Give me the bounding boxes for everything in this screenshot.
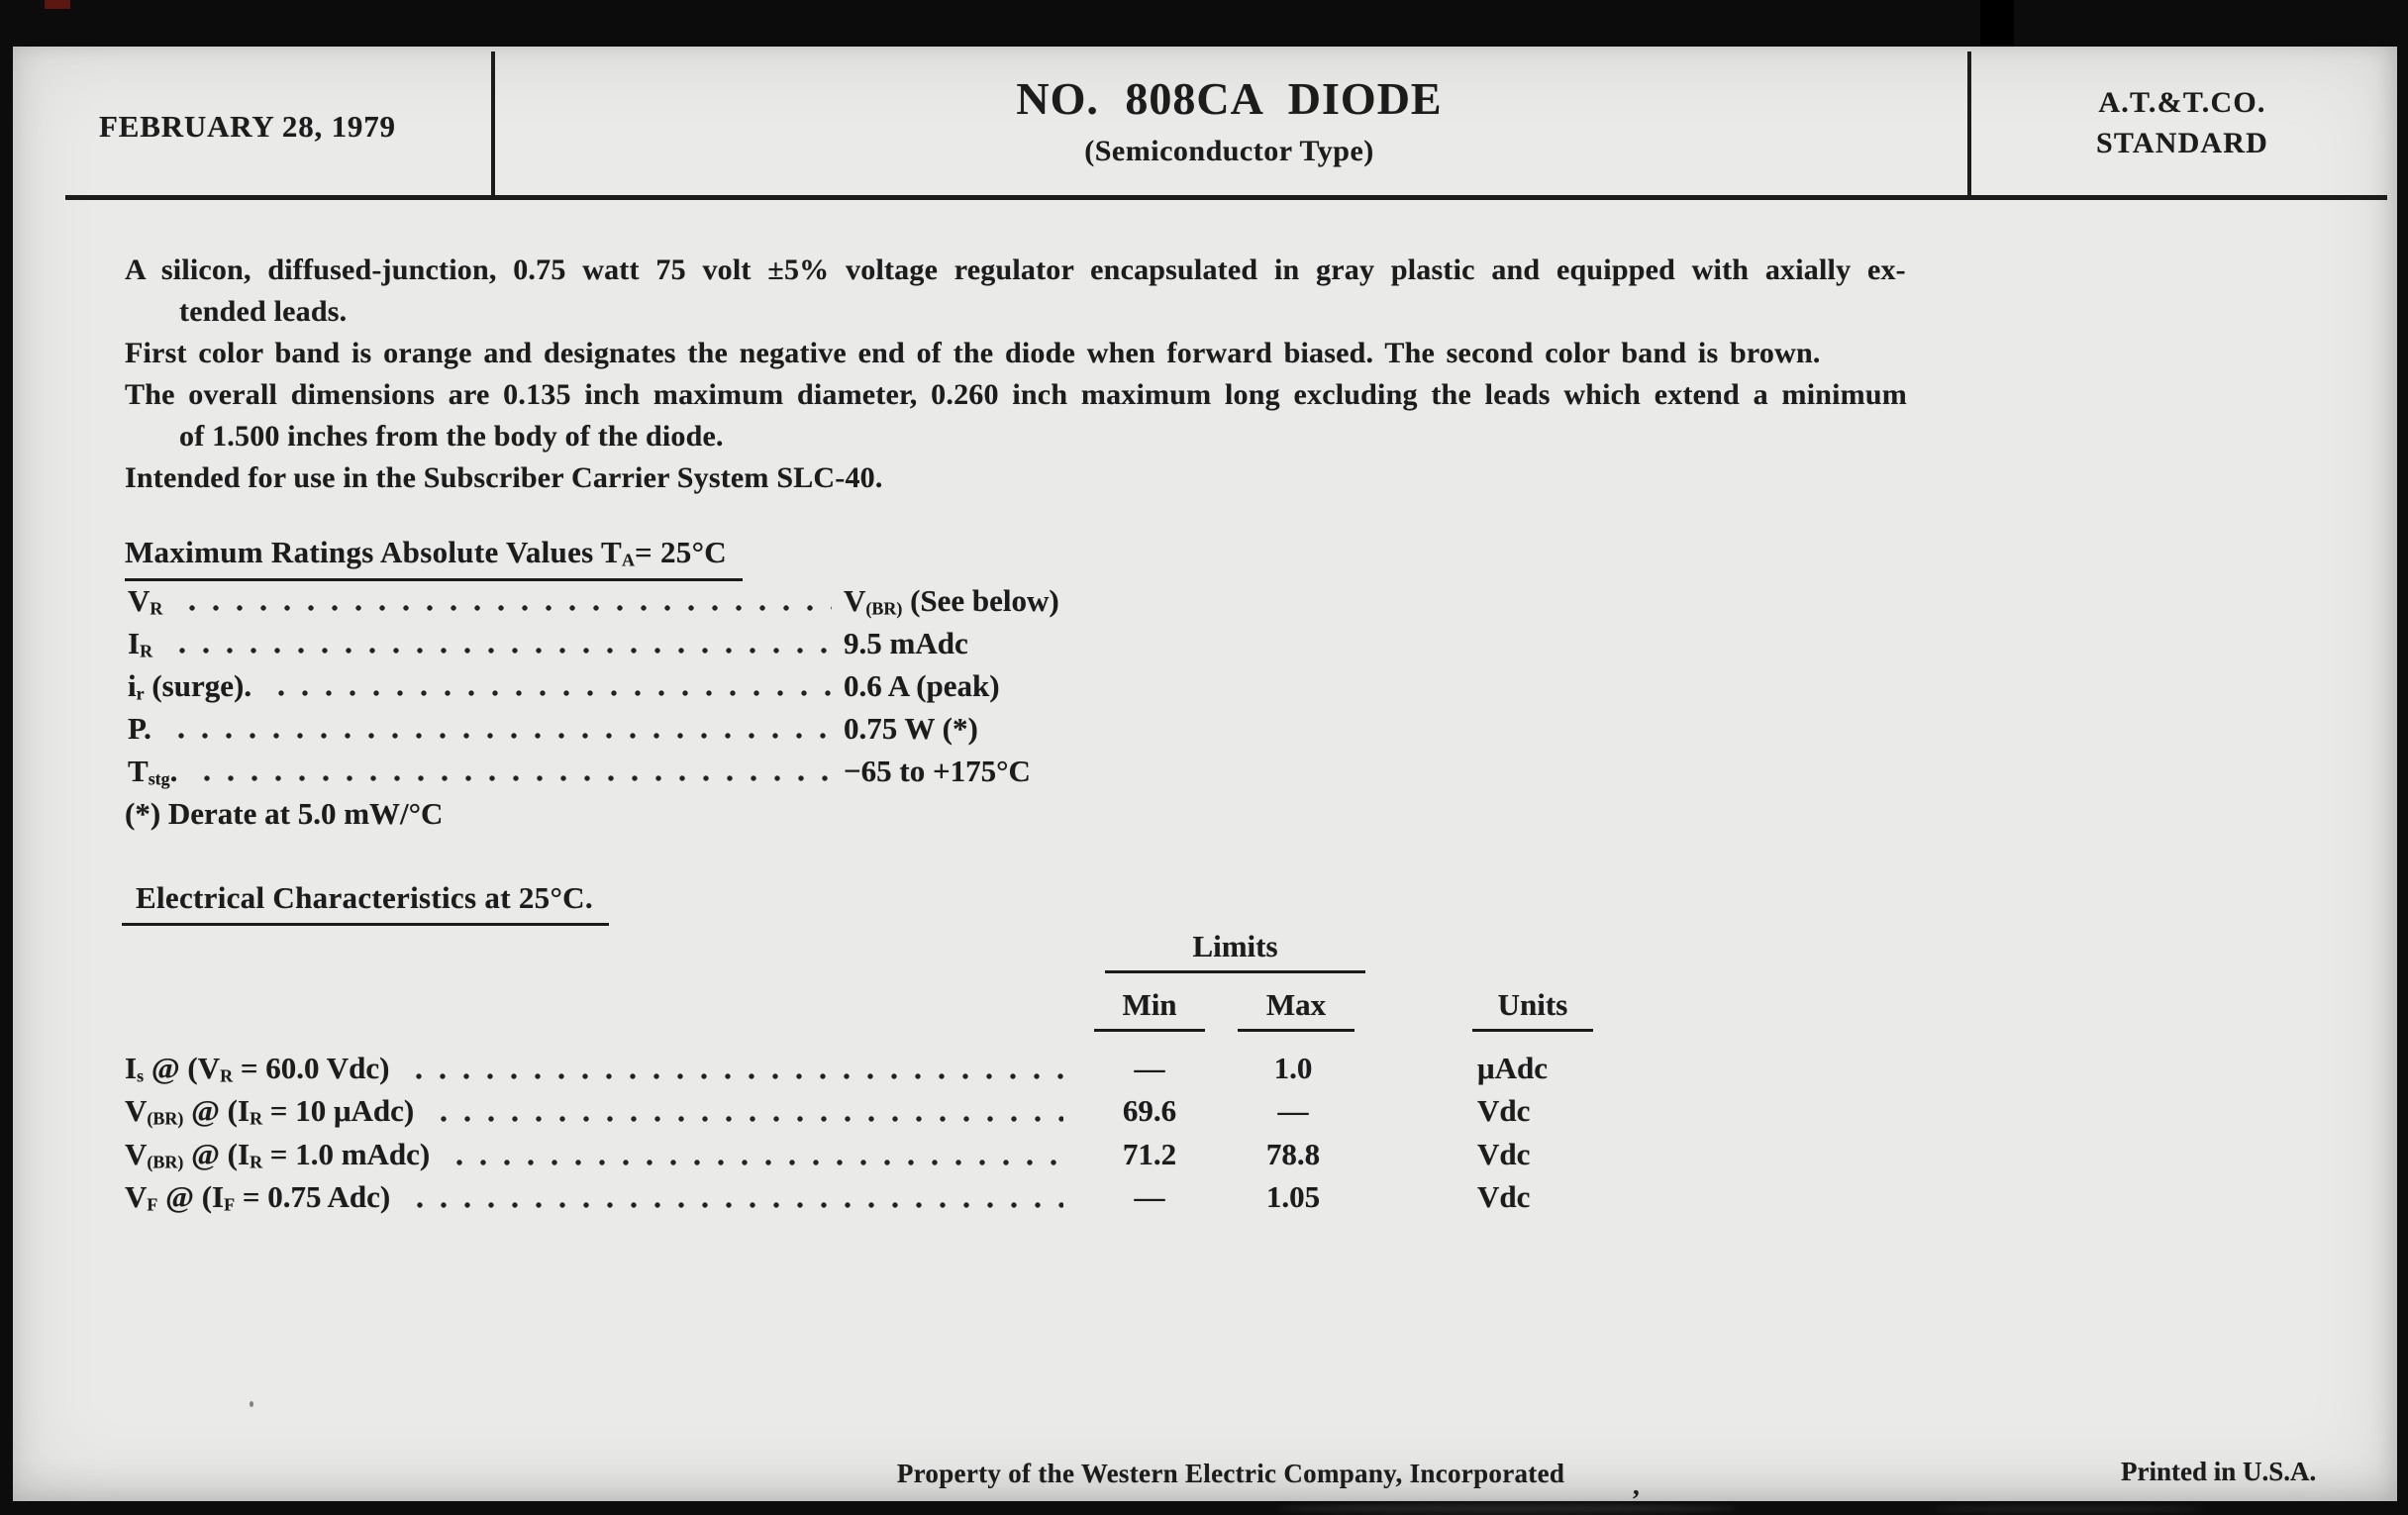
spec-row: [125, 1047, 1548, 1090]
spec-units: μAdc: [1477, 1051, 1548, 1085]
rating-value: 0.75 W (*): [844, 711, 978, 746]
scan-artifact-dark-band: [1980, 0, 2014, 47]
spec-min: —: [1134, 1179, 1165, 1214]
org-standard-label: STANDARD: [2095, 127, 2269, 159]
section-heading-maximum-ratings: Maximum Ratings Absolute Values $T_A= 25^\circ C$: [125, 535, 743, 581]
dot-leader: [169, 707, 832, 750]
rating-label: $i_r$ (surge).: [128, 668, 252, 704]
spec-units: Vdc: [1477, 1137, 1531, 1171]
column-header-units: Units: [1472, 987, 1593, 1032]
scan-smudge: [1277, 1504, 1738, 1513]
limits-header: Limits: [1105, 929, 1365, 973]
dot-leader: [180, 579, 832, 622]
rating-label: $T_{stg}$.: [128, 754, 178, 789]
scan-artifact-red-mark: [45, 0, 70, 9]
footer-printed-in-usa: Printed in U.S.A.: [2121, 1457, 2317, 1486]
rating-value: $V_{(BR)}$ (See below): [844, 583, 1059, 619]
derate-note: (*) Derate at 5.0 mW/°C: [125, 796, 444, 831]
dot-leader: [432, 1089, 1063, 1133]
dot-leader: [408, 1175, 1063, 1219]
rating-value: 0.6 A (peak): [844, 668, 1000, 703]
document-page: [13, 47, 2397, 1501]
column-header-max: Max: [1238, 987, 1354, 1032]
dot-leader: [269, 664, 832, 707]
spec-units: Vdc: [1477, 1179, 1531, 1214]
spec-max: 1.0: [1273, 1051, 1313, 1085]
spec-min: 71.2: [1122, 1137, 1177, 1171]
rating-value: 9.5 mAdc: [844, 626, 968, 660]
dot-leader: [448, 1133, 1063, 1176]
spec-row: [125, 1133, 1530, 1176]
description-line: A silicon, diffused-junction, 0.75 watt 75 volt ±5% voltage regulator encapsulated in gray plastic and equipped with axially ex-: [125, 253, 1906, 286]
rating-row: [128, 664, 1000, 707]
spec-row: [125, 1175, 1530, 1219]
rating-value: −65 to +175°C: [844, 754, 1031, 788]
description-line: The overall dimensions are 0.135 inch maximum diameter, 0.260 inch maximum long excluding the leads which extend a minimum: [125, 378, 1907, 411]
spec-min: 69.6: [1122, 1093, 1177, 1128]
scan-artifact-comma: ,: [1633, 1470, 1640, 1500]
spec-max: 1.05: [1265, 1179, 1321, 1214]
scan-speck: [250, 1401, 253, 1407]
description-block: [125, 250, 1907, 499]
dot-leader: [407, 1047, 1063, 1090]
spec-label: $V_{(BR)}$ @ ($I_R = 1.0$ mAdc): [125, 1137, 431, 1172]
spec-row: [125, 1089, 1530, 1133]
org-name: A.T.&T.CO.: [2098, 86, 2266, 119]
spec-max: 78.8: [1265, 1137, 1321, 1171]
spec-label: $V_F$ @ ($I_F = 0.75$ Adc): [125, 1179, 391, 1215]
rating-row: [128, 750, 1031, 792]
rating-label: P.: [128, 711, 151, 746]
org-block: [1967, 82, 2397, 163]
header-rule: [65, 195, 2387, 200]
description-line: tended leads.: [179, 295, 348, 328]
document-title: NO. 808CA DIODE: [1016, 73, 1443, 124]
spec-units: Vdc: [1477, 1093, 1531, 1128]
rating-row: [128, 707, 978, 750]
rating-row: [128, 622, 968, 664]
description-line: First color band is orange and designates the negative end of the diode when forward biased. The second color band is brown.: [125, 337, 1821, 369]
footer-property-notice: Property of the Western Electric Company, Incorporated: [896, 1459, 1565, 1488]
title-block: [491, 47, 1967, 168]
spec-label: $V_{(BR)}$ @ ($I_R = 10$ μAdc): [125, 1093, 415, 1129]
rating-label: $V_R$: [128, 583, 163, 619]
spec-label: $I_s$ @ ($V_R = 60.0$ Vdc): [125, 1051, 390, 1086]
dot-leader: [195, 750, 832, 792]
section-heading-electrical: Electrical Characteristics at 25°C.: [122, 880, 609, 926]
document-date: FEBRUARY 28, 1979: [99, 109, 396, 144]
rating-row: [128, 579, 1059, 622]
description-line: of 1.500 inches from the body of the diode.: [179, 420, 724, 453]
spec-min: —: [1134, 1051, 1165, 1085]
rating-label: $I_R$: [128, 626, 153, 661]
document-subtitle: (Semiconductor Type): [1084, 135, 1374, 167]
dot-leader: [170, 622, 832, 664]
description-line: Intended for use in the Subscriber Carrier System SLC-40.: [125, 461, 883, 494]
spec-max: —: [1277, 1093, 1309, 1128]
scan-smudge: [1932, 1505, 2205, 1513]
column-header-min: Min: [1094, 987, 1205, 1032]
